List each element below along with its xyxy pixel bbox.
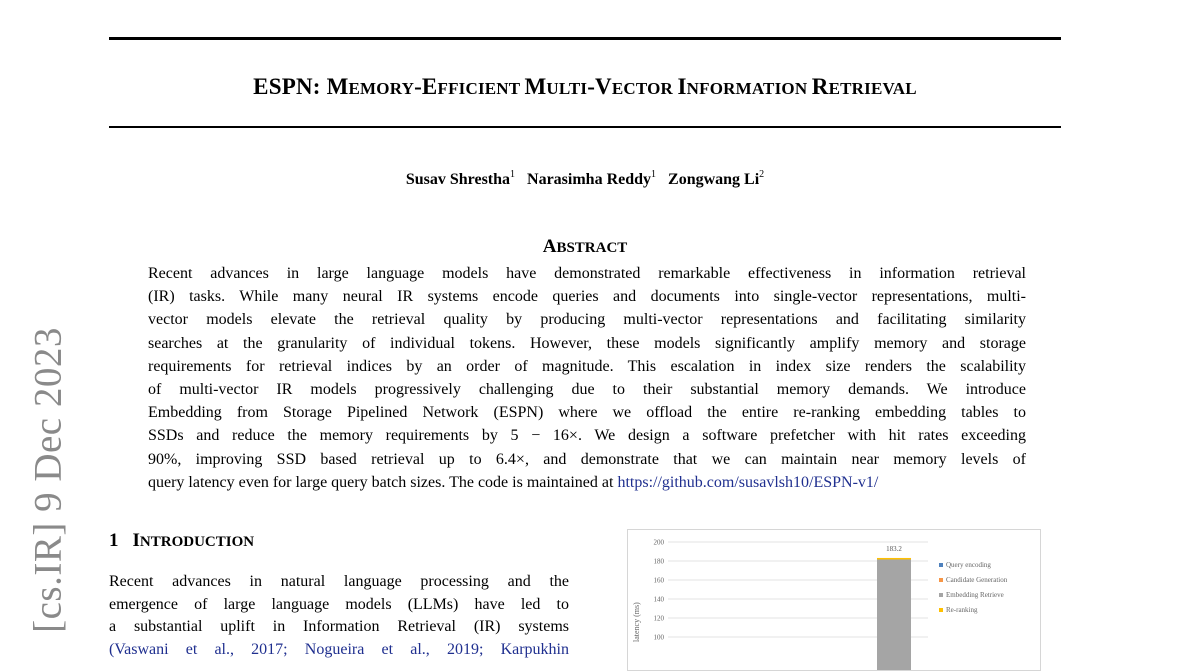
legend-item: Embedding Retrieve [939,588,1007,603]
legend-item: Candidate Generation [939,573,1007,588]
abstract-line: query latency even for large query batch sizes. The code is maintained at https://github.com/susavlsh10/ESPN-v1/ [148,473,879,491]
latency-chart [627,529,1041,671]
abstract-line: Embedding from Storage Pipelined Network (ESPN) where we offload the entire re-ranking embedding tables to [148,404,1026,422]
code-repository-link[interactable]: https://github.com/susavlsh10/ESPN-v1/ [617,473,879,491]
legend-swatch [939,608,943,612]
author-list [109,171,1061,189]
title-bottom-rule [109,126,1061,128]
abstract-heading: ABSTRACT [542,236,628,257]
intro-line: Recent advances in natural language processing and the [109,573,569,590]
arxiv-stamp: [cs.IR] 9 Dec 2023 [26,327,70,633]
chart-y-tick-label: 100 [653,633,664,642]
chart-y-tick-label: 160 [653,576,664,585]
title-top-rule [109,37,1061,40]
intro-line: emergence of large language models (LLMs) have led to [109,595,569,613]
chart-y-tick-label: 140 [653,595,664,604]
chart-bar-re-ranking [877,558,911,560]
chart-data-label: 183.2 [886,544,902,553]
legend-swatch [939,593,943,597]
chart-y-tick-label: 120 [653,614,664,623]
chart-y-tick-label: 180 [653,557,664,566]
abstract-line: requirements for retrieval indices by an order of magnitude. This escalation in index size renders the scalability [148,357,1026,375]
abstract-line: searches at the granularity of individual tokens. However, these models significantly amplify memory and storage [148,334,1026,352]
abstract-line: SSDs and reduce the memory requirements by 5 − 16×. We design a software prefetcher with hit rates exceeding [148,427,1026,445]
legend-swatch [939,563,943,567]
abstract-line: of multi-vector IR models progressively challenging due to their substantial memory demands. We introduce [148,381,1026,399]
abstract-body [148,262,1026,494]
author: Susav Shrestha$^1$ [405,169,516,188]
legend-item: Re-ranking [939,603,1007,618]
paper-title: ESPN: MEMORY-EFFICIENT MULTI-VECTOR INFORMATION RETRIEVAL [253,74,917,99]
legend-item: Query encoding [939,558,1007,573]
intro-line: a substantial uplift in Information Retrieval (IR) systems [109,618,569,635]
abstract-line: vector models elevate the retrieval quality by producing multi-vector representations and facilitating similarity [148,311,1026,329]
chart-y-tick-label: 200 [653,538,664,547]
abstract-line: (IR) tasks. While many neural IR systems encode queries and documents into single-vector representations, multi- [148,288,1026,306]
chart-y-axis-label: latency (ms) [632,602,641,642]
legend-swatch [939,578,943,582]
citation-link[interactable]: (Vaswani et al., 2017; Nogueira et al., 2019; Karpukhin [109,640,569,658]
author: Narasimha Reddy$^1$ [527,169,657,188]
abstract-line: Recent advances in large language models have demonstrated remarkable effectiveness in information retrieval [148,265,1026,282]
section-heading: 1 INTRODUCTION [109,530,255,551]
chart-legend [939,558,1007,618]
abstract-line: 90%, improving SSD based retrieval up to 6.4×, and demonstrate that we can maintain near memory levels of [148,450,1026,468]
chart-bar-embedding-retrieve [877,559,911,670]
author: Zongwang Li$^2$ [668,169,765,188]
